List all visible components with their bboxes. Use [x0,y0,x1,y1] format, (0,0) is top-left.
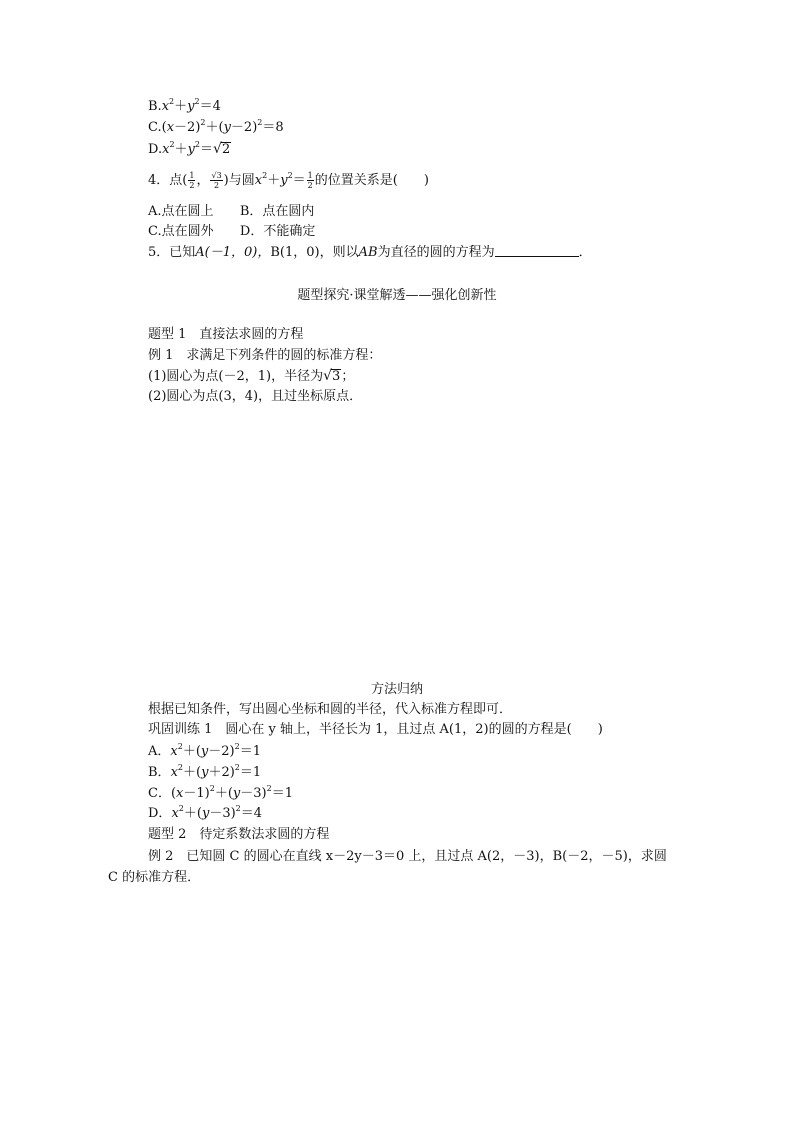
section-title: 题型探究·课堂解透——强化创新性 [297,288,497,303]
example1-part1: (1)圆心为点(－2，1)，半径为√3； [148,368,355,384]
question-4: 4．点( $\frac{1}{2}$ ， $\frac{√3}{2}$ )与圆$x^2+y^2=$ $\frac{1}{2}$ 的位置关系是( ) [148,171,429,190]
option-label: D. [148,142,163,157]
q4-option-d: D．不能确定 [239,224,316,239]
fraction: $\frac{√3}{2}$ [211,171,222,190]
practice1-option-b: B．$x^2+(y+2)^2=1$ [148,763,262,780]
q4-options-row2 [148,224,315,240]
example2-line2: C 的标准方程． [108,870,201,885]
q3-option-b: $B.x^2+y^2=4$ [148,97,221,114]
type2-title: 题型 2 待定系数法求圆的方程 [148,827,330,842]
practice1-option-c: C．$(x-1)^2+(y-3)^2=1$ [148,784,293,801]
q4-options-row1 [148,204,314,220]
q3-option-d: $D.x^2+y^2=√2$ [148,140,231,157]
q3-option-c: $C.(x-2)^2+(y-2)^2=8$ [148,118,284,135]
fraction: $\frac{1}{2}$ [189,171,195,190]
answer-blank[interactable] [495,244,579,257]
method-text: 根据已知条件，写出圆心坐标和圆的半径，代入标准方程即可． [148,702,513,717]
fraction: $\frac{1}{2}$ [307,171,313,190]
practice1-option-d: D．$x^2+(y-3)^2=4$ [148,804,263,821]
question-number: 4．点 [148,173,183,188]
option-label: C. [148,120,162,135]
example2-line1: 例 2 已知圆 C 的圆心在直线 x－2y－3＝0 上，且过点 A(2，－3)，B(－2，－5)，求圆 [148,849,667,864]
practice1-question: 巩固训练 1 圆心在 y 轴上，半径长为 1，且过点 A(1，2)的圆的方程是( ) [148,722,603,737]
q4-option-a: A.点在圆上 [148,204,214,219]
practice1-option-a: A．$x^2+(y-2)^2=1$ [148,742,261,759]
question-5: 5．已知A(－1，0)，B(1，0)，则以AB为直径的圆的方程为 ． [148,245,592,260]
example1-part2: (2)圆心为点(3，4)，且过坐标原点． [148,389,363,404]
method-title: 方法归纳 [370,682,423,697]
example1-prompt: 例 1 求满足下列条件的圆的标准方程： [148,348,382,363]
q4-option-c: C.点在圆外 [148,224,214,239]
type1-title: 题型 1 直接法求圆的方程 [148,327,304,342]
q4-option-b: B．点在圆内 [239,204,315,219]
option-label: B. [148,99,162,114]
